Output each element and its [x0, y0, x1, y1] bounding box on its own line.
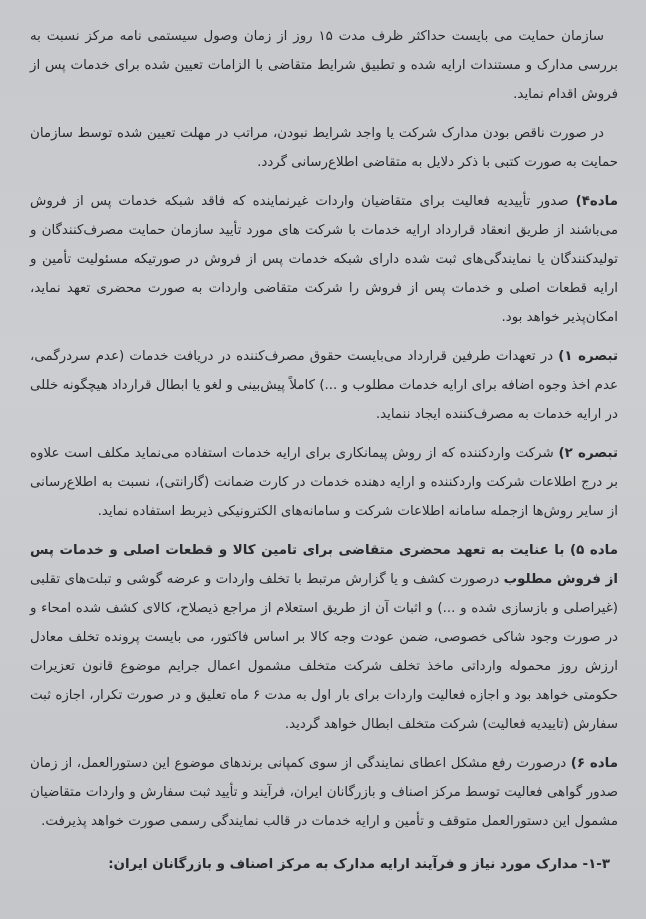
- paragraph-review-deadline: سازمان حمایت می بایست حداکثر ظرف مدت ۱۵ روز از زمان وصول سیستمی نامه مرکز نسبت به بررسی مدارک و مستندات ارایه شده و تطبیق شرایط متقاضی با الزامات تعیین شده برای خدمات پس از فروش اقدام نماید.: [30, 29, 618, 102]
- note-1: [30, 342, 618, 429]
- note-1-text: در تعهدات طرفین قرارداد می‌بایست حقوق مصرف‌کننده در دریافت خدمات (عدم سردرگمی، عدم اخذ وجوه اضافه برای ارایه خدمات مطلوب و ...) کاملاً پیش‌بینی و لغو یا ابطال قرارداد هیچگونه خللی در ارایه خدمات به مصرف‌کننده ایجاد ننماید.: [30, 349, 618, 422]
- document-page: [30, 22, 618, 889]
- article-4-text: صدور تأییدیه فعالیت برای متقاضیان واردات غیرنماینده که فاقد شبکه خدمات پس از فروش می‌باشند از طریق انعقاد قرارداد ارایه خدمات با شرکت های مورد تأیید سازمان حمایت مصرف‌کنندگان و تولیدکنندگان یا نمایندگی‌های ثبت شده دارای شبکه خدمات پس از فروش در صورتیکه مسئولیت تأمین و ارایه قطعات اصلی و خدمات پس از فروش را شرکت متقاضی واردات به صورت محضری تعهد نماید، امکان‌پذیر خواهد بود.: [30, 194, 618, 325]
- section-heading: ۱-۳- مدارک مورد نیاز و فرآیند ارایه مدارک به مرکز اصناف و بازرگانان ایران:: [108, 857, 610, 872]
- article-6: [30, 749, 618, 836]
- article-6-text: درصورت رفع مشکل اعطای نمایندگی از سوی کمپانی برندهای موضوع این دستورالعمل، از زمان صدور گواهی فعالیت توسط مرکز اصناف و بازرگانان ایران، فرآیند و تأیید ثبت سفارش و واردات متقاضیان مشمول این دستورالعمل متوقف و تأمین و ارایه خدمات در قالب نمایندگی رسمی صورت خواهد پذیرفت.: [30, 756, 618, 829]
- note-1-label: تبصره ۱): [558, 349, 619, 364]
- article-4-label: ماده۴): [575, 194, 618, 209]
- article-5: [30, 536, 618, 739]
- article-5-text: درصورت کشف و یا گزارش مرتبط با تخلف واردات و عرضه گوشی و تبلت‌های تقلبی (غیراصلی و بازسازی شده و ...) و اثبات آن از طریق استعلام از مراجع ذیصلاح، کالای کشف شده امحاء و در صورت وجود شاکی خصوصی، ضمن عودت وجه کالا بر اساس فاکتور، می بایست پرونده تخلف معادل ارزش روز محموله وارداتی ماخذ تخلف شرکت متخلف مشمول اعمال جرایم موضوع قانون تعزیرات حکومتی خواهد بود و اجازه فعالیت واردات برای بار اول به مدت ۶ ماه تعلیق و در صورت تکرار، اجازه ثبت سفارش (تاییدیه فعالیت) شرکت متخلف ابطال خواهد گردید.: [30, 572, 619, 732]
- note-2-label: تبصره ۲): [558, 446, 618, 461]
- paragraph-incomplete-documents: در صورت ناقص بودن مدارک شرکت یا واجد شرایط نبودن، مراتب در مهلت تعیین شده توسط سازمان حمایت به صورت کتبی با ذکر دلایل به متقاضی اطلاع‌رسانی گردد.: [30, 126, 618, 170]
- article-4: [30, 187, 618, 332]
- article-5-bold-text: ماده ۵) با عنایت به تعهد محضری متقاضی برای تامین کالا و قطعات اصلی و خدمات پس از فروش مطلوب: [30, 543, 618, 587]
- article-6-label: ماده ۶): [570, 756, 618, 771]
- note-2: [30, 439, 618, 526]
- note-2-text: شرکت واردکننده که از روش پیمانکاری برای ارایه خدمات استفاده می‌نماید مکلف است علاوه بر درج اطلاعات شرکت واردکننده و ارایه دهنده خدمات در کارت ضمانت (گارانتی)، نسبت به اطلاع‌رسانی از سایر روش‌ها ازجمله سامانه اطلاعات شرکت و سامانه‌های الکترونیکی ذیربط استفاده نماید.: [30, 446, 618, 519]
